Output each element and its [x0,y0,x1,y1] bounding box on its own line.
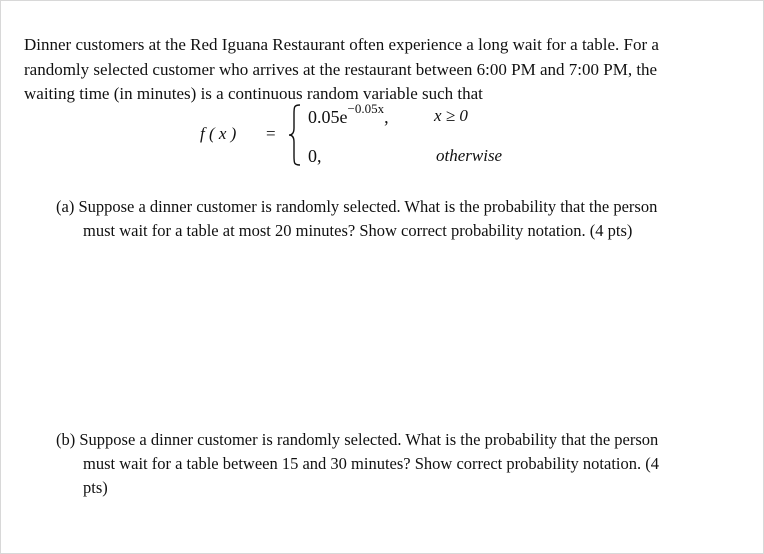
part-a-line-1: (a) Suppose a dinner customer is randomly selected. What is the probability that the person [56,197,658,216]
pdf-case-2-value: 0, [308,146,322,166]
problem-intro [24,33,724,107]
pdf-case-1-coefficient: 0.05e [308,107,348,127]
pdf-case-1-expression [308,101,389,128]
pdf-case-1-comma: , [384,107,389,127]
pdf-case-1-condition: x ≥ 0 [434,106,468,125]
left-brace-icon [288,104,302,166]
pdf-case-1-exponent: −0.05x [347,101,385,116]
part-b-line-2: must wait for a table between 15 and 30 minutes? Show correct probability notation. (4 [83,454,659,473]
question-part-a [56,195,736,243]
part-b-line-1: (b) Suppose a dinner customer is randomly selected. What is the probability that the person [56,430,659,449]
part-a-line-2: must wait for a table at most 20 minutes? Show correct probability notation. (4 pts) [83,221,633,240]
pdf-lhs: f ( x ) [200,124,237,143]
pdf-case-2-condition: otherwise [436,146,503,165]
part-b-line-3: pts) [83,478,108,497]
intro-line-2: randomly selected customer who arrives at the restaurant between 6:00 PM and 7:00 PM, the [24,59,658,79]
intro-line-3: waiting time (in minutes) is a continuous random variable such that [24,84,483,103]
question-part-b [56,428,736,500]
intro-line-1: Dinner customers at the Red Iguana Restaurant often experience a long wait for a table. For a [24,35,659,54]
pdf-equals: = [266,124,276,143]
